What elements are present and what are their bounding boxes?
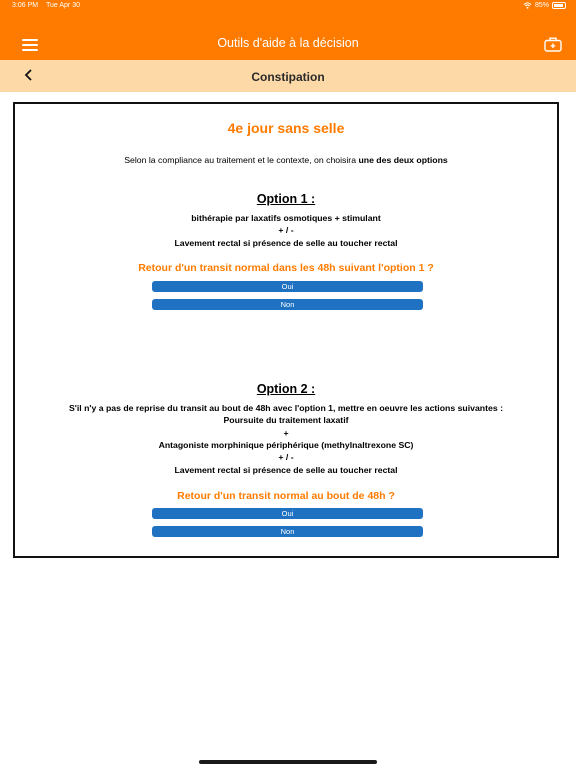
wifi-icon [523,2,532,9]
intro-text [15,155,557,165]
status-date: Tue Apr 30 [46,2,80,9]
option2-line: + / - [278,452,294,462]
option1-title: Option 1 : [256,192,316,206]
option2-line: S'il n'y a pas de reprise du transit au bout de 48h avec l'option 1, mettre en oeuvre les actions suivantes : [69,403,503,413]
app-title: Outils d'aide à la décision [217,36,359,50]
battery-percent: 85% [534,2,549,9]
option2-no-button[interactable]: Non [152,526,423,537]
option1-yes-button[interactable]: Oui [152,281,423,292]
option2-yes-button[interactable]: Oui [152,508,423,519]
option1-no-button[interactable]: Non [152,299,423,310]
option1-line: + / - [278,225,294,235]
option2-title: Option 2 : [256,382,316,396]
option1-question: Retour d'un transit normal dans les 48h suivant l'option 1 ? [138,262,434,274]
panel-heading: 4e jour sans selle [227,120,345,136]
option2-line: Poursuite du traitement laxatif [223,415,349,425]
option2-question: Retour d'un transit normal au bout de 48h ? [177,490,395,502]
option2-line: Antagoniste morphinique périphérique (methylnaltrexone SC) [158,440,414,450]
navigation-bar [0,14,576,60]
section-header [0,60,576,92]
intro-text-bold: une des deux options [358,155,448,165]
option2-line: Lavement rectal si présence de selle au toucher rectal [174,465,398,475]
page-title: Constipation [251,70,325,84]
decision-panel [13,102,559,558]
option1-line: bithérapie par laxatifs osmotiques + stimulant [191,213,381,223]
status-right [523,2,566,9]
kit-icon[interactable] [544,37,562,52]
option1-line: Lavement rectal si présence de selle au toucher rectal [174,238,398,248]
status-time: 3:06 PM [12,2,39,9]
home-indicator [199,760,377,764]
option2-line: + [283,428,289,438]
battery-icon [552,2,566,9]
intro-text-part: Selon la compliance au traitement et le contexte, on choisira [124,155,359,165]
status-bar [0,0,576,14]
